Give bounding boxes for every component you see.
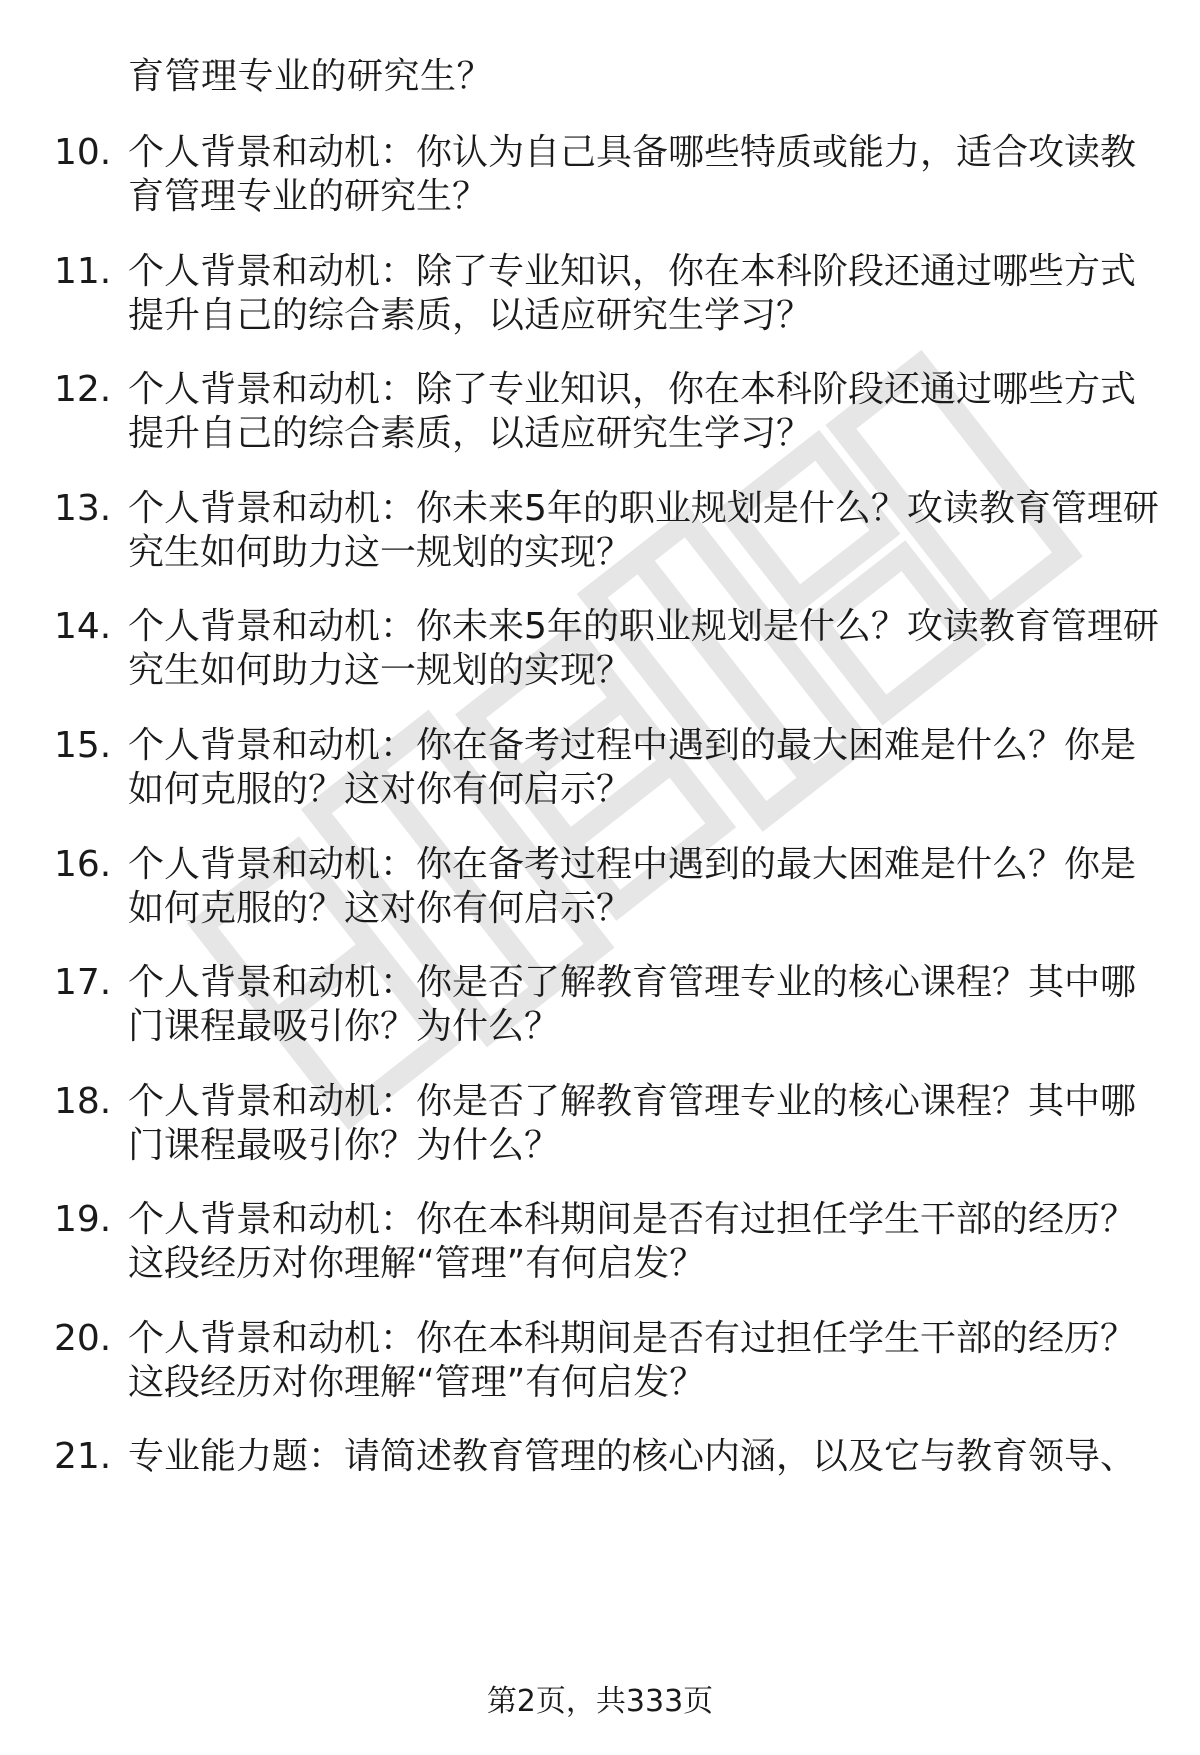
- item-text-line2: 如何克服的？这对你有何启示？: [128, 769, 633, 810]
- item-number: 17.: [54, 962, 112, 1003]
- item-number: 12.: [54, 369, 112, 410]
- item-text-line2: 提升自己的综合素质，以适应研究生学习？: [128, 295, 813, 336]
- item-number: 13.: [54, 488, 112, 529]
- page-footer: 第2页，共333页: [486, 1684, 714, 1719]
- item-text-line2: 门课程最吸引你？为什么？: [128, 1006, 561, 1047]
- item-text-line1: 个人背景和动机：你在备考过程中遇到的最大困难是什么？你是: [128, 725, 1137, 766]
- item-text-line2: 这段经历对你理解“管理”有何启发？: [128, 1243, 706, 1284]
- item-text-line1: 专业能力题：请简述教育管理的核心内涵，以及它与教育领导、: [128, 1436, 1137, 1477]
- item-text-line1: 个人背景和动机：你未来5年的职业规划是什么？攻读教育管理研: [128, 606, 1159, 647]
- item-number: 19.: [54, 1199, 112, 1240]
- item-text-line1: 个人背景和动机：你是否了解教育管理专业的核心课程？其中哪: [128, 1081, 1137, 1122]
- item-number: 15.: [54, 725, 112, 766]
- item-number: 10.: [54, 132, 112, 173]
- item-text-line1: 个人背景和动机：你在备考过程中遇到的最大困难是什么？你是: [128, 844, 1137, 885]
- item-text-line1: 个人背景和动机：你认为自己具备哪些特质或能力，适合攻读教: [128, 132, 1137, 173]
- item-number: 18.: [54, 1081, 112, 1122]
- item-number: 20.: [54, 1318, 112, 1359]
- item-text-line1: 个人背景和动机：你在本科期间是否有过担任学生干部的经历？: [128, 1199, 1137, 1240]
- item-text-line1: 个人背景和动机：你未来5年的职业规划是什么？攻读教育管理研: [128, 488, 1159, 529]
- item-text-line1: 个人背景和动机：除了专业知识，你在本科阶段还通过哪些方式: [128, 251, 1137, 292]
- item-text-line2: 究生如何助力这一规划的实现？: [128, 532, 633, 573]
- item-number: 16.: [54, 844, 112, 885]
- item-number: 11.: [54, 251, 112, 292]
- item-text-line2: 门课程最吸引你？为什么？: [128, 1125, 561, 1166]
- item-text-line1: 个人背景和动机：除了专业知识，你在本科阶段还通过哪些方式: [128, 369, 1137, 410]
- item-text-line2: 提升自己的综合素质，以适应研究生学习？: [128, 413, 813, 454]
- item-text-line1: 个人背景和动机：你是否了解教育管理专业的核心课程？其中哪: [128, 962, 1137, 1003]
- item-text-line1: 个人背景和动机：你在本科期间是否有过担任学生干部的经历？: [128, 1318, 1137, 1359]
- item-text-line2: 育管理专业的研究生？: [128, 176, 489, 217]
- item-text-line2: 如何克服的？这对你有何启示？: [128, 888, 633, 929]
- item-number: 14.: [54, 606, 112, 647]
- item-text-line2: 这段经历对你理解“管理”有何启发？: [128, 1362, 706, 1403]
- item-text-line2: 究生如何助力这一规划的实现？: [128, 650, 633, 691]
- item-number: 21.: [54, 1436, 112, 1477]
- continuation-line: 育管理专业的研究生？: [128, 56, 494, 97]
